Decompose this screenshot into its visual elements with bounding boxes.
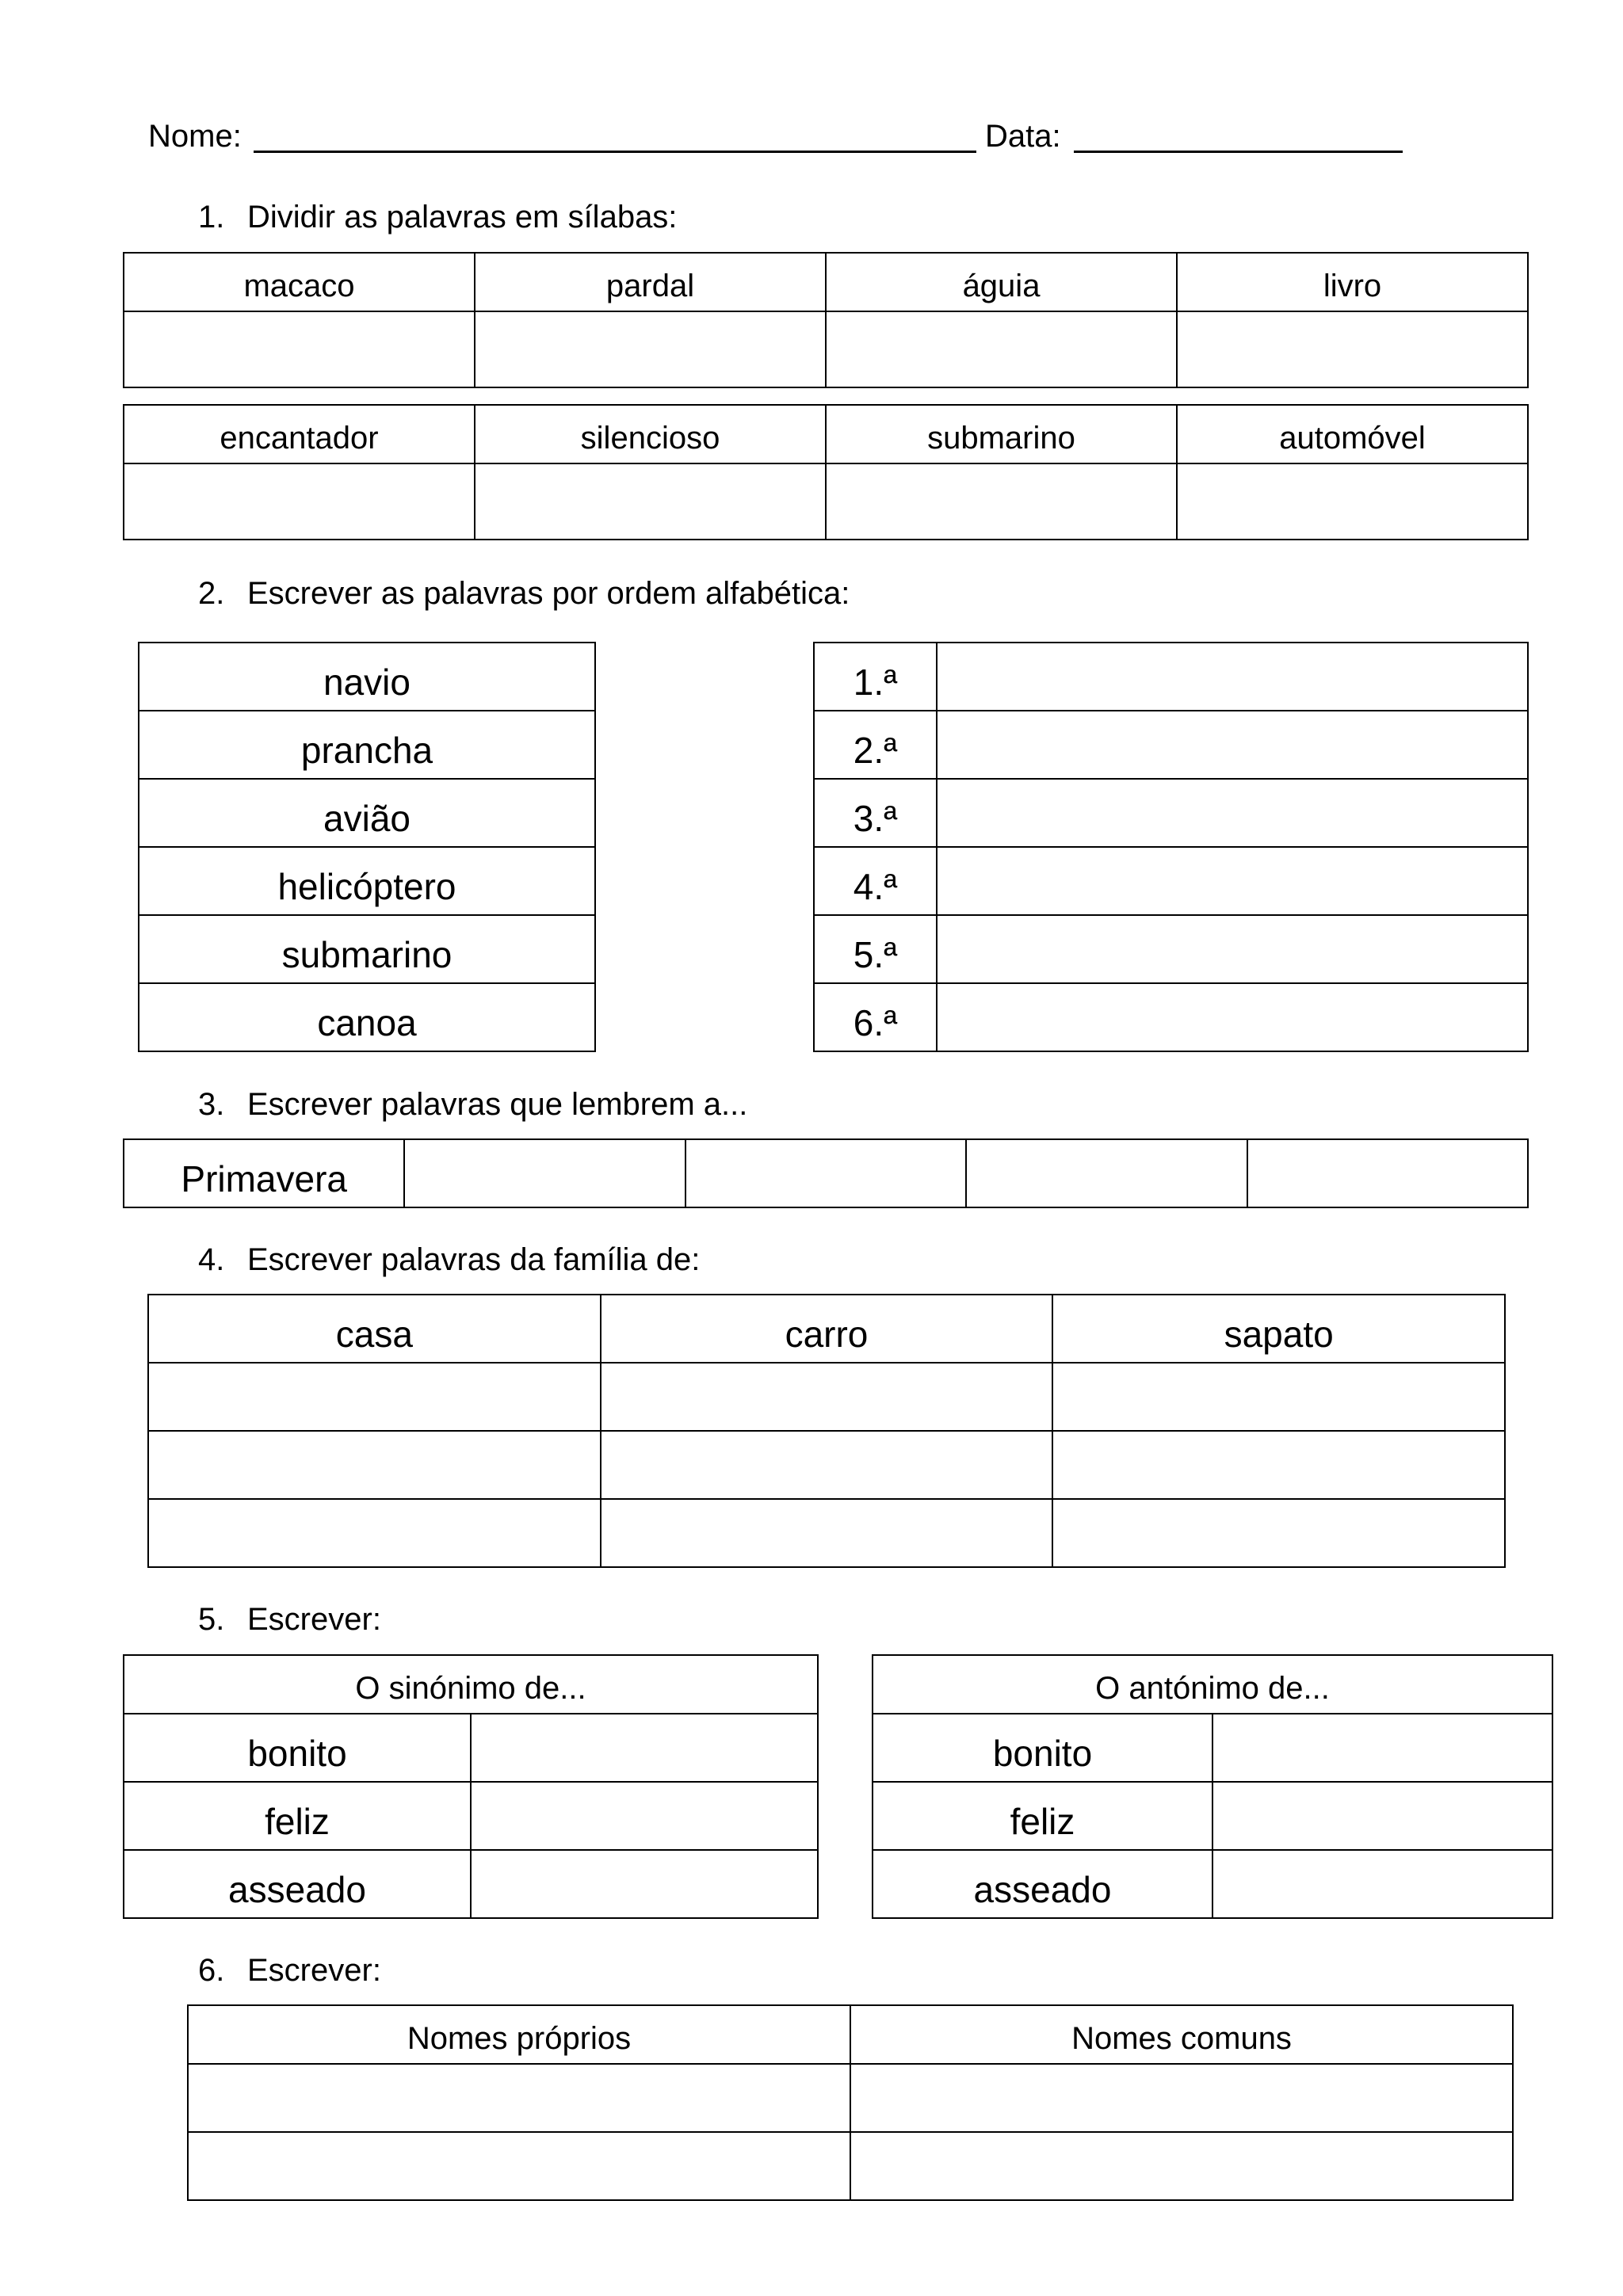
ex6-answer-cell[interactable] <box>850 2132 1513 2200</box>
ex5-answer-cell[interactable] <box>1212 1714 1552 1782</box>
ex4-answer-cell[interactable] <box>148 1363 601 1431</box>
ex2-answer-cell[interactable] <box>937 983 1528 1051</box>
ex5-answer-cell[interactable] <box>1212 1782 1552 1850</box>
ex6-answer-cell[interactable] <box>188 2132 850 2200</box>
ex2-number: 2. <box>198 576 225 611</box>
ex4-answer-cell[interactable] <box>601 1431 1053 1499</box>
date-label: Data: <box>985 119 1061 154</box>
ex2-ordinal-cell: 5.ª <box>814 915 937 983</box>
ex1-answer-cell[interactable] <box>826 463 1177 540</box>
ex4-instruction: Escrever palavras da família de: <box>247 1242 701 1277</box>
ex5-word-cell: bonito <box>124 1714 471 1782</box>
ex3-table <box>123 1138 1529 1208</box>
ex5-word-cell: feliz <box>873 1782 1212 1850</box>
ex6-instruction: Escrever: <box>247 1953 381 1988</box>
name-line[interactable] <box>254 151 976 153</box>
ex1-answer-cell[interactable] <box>124 311 475 387</box>
ex6-answer-cell[interactable] <box>188 2064 850 2132</box>
ex4-answer-cell[interactable] <box>601 1363 1053 1431</box>
ex2-ordinal-cell: 2.ª <box>814 711 937 779</box>
ex6-nouns-table <box>187 2004 1514 2201</box>
ex1-answer-cell[interactable] <box>1177 463 1528 540</box>
ex4-answer-cell[interactable] <box>1052 1499 1505 1567</box>
ex4-answer-cell[interactable] <box>1052 1431 1505 1499</box>
ex2-ordinal-cell: 4.ª <box>814 847 937 915</box>
ex6-number: 6. <box>198 1953 225 1988</box>
ex4-answer-cell[interactable] <box>148 1499 601 1567</box>
ex2-answer-cell[interactable] <box>937 711 1528 779</box>
ex4-header-cell: carro <box>601 1295 1053 1363</box>
ex5-answer-cell[interactable] <box>471 1782 818 1850</box>
ex1-word-cell: livro <box>1177 253 1528 311</box>
ex2-word-table <box>138 642 596 1052</box>
ex1-syllable-table-1 <box>123 252 1529 388</box>
ex5-word-cell: asseado <box>873 1850 1212 1918</box>
ex1-word-cell: encantador <box>124 405 475 463</box>
ex6-answer-cell[interactable] <box>850 2064 1513 2132</box>
ex2-word-cell: avião <box>139 779 595 847</box>
ex5-instruction: Escrever: <box>247 1602 381 1637</box>
date-line[interactable] <box>1074 151 1403 153</box>
ex5-antonym-table <box>872 1654 1553 1919</box>
ex5-synonym-title: O sinónimo de... <box>124 1655 818 1714</box>
ex1-instruction: Dividir as palavras em sílabas: <box>247 200 678 235</box>
ex6-header-cell: Nomes próprios <box>188 2005 850 2064</box>
ex2-word-cell: prancha <box>139 711 595 779</box>
ex4-answer-cell[interactable] <box>148 1431 601 1499</box>
ex6-header-cell: Nomes comuns <box>850 2005 1513 2064</box>
ex5-answer-cell[interactable] <box>1212 1850 1552 1918</box>
ex1-word-cell: pardal <box>475 253 826 311</box>
ex2-word-cell: navio <box>139 643 595 711</box>
ex2-order-table <box>813 642 1529 1052</box>
ex1-word-cell: macaco <box>124 253 475 311</box>
ex1-answer-cell[interactable] <box>826 311 1177 387</box>
ex5-answer-cell[interactable] <box>471 1850 818 1918</box>
ex4-header-cell: sapato <box>1052 1295 1505 1363</box>
ex4-number: 4. <box>198 1242 225 1277</box>
ex3-instruction: Escrever palavras que lembrem a... <box>247 1087 748 1122</box>
ex2-ordinal-cell: 3.ª <box>814 779 937 847</box>
ex2-ordinal-cell: 1.ª <box>814 643 937 711</box>
ex3-number: 3. <box>198 1087 225 1122</box>
ex2-answer-cell[interactable] <box>937 847 1528 915</box>
ex1-word-cell: automóvel <box>1177 405 1528 463</box>
ex3-answer-cell[interactable] <box>404 1139 685 1207</box>
ex5-answer-cell[interactable] <box>471 1714 818 1782</box>
ex5-number: 5. <box>198 1602 225 1637</box>
ex1-answer-cell[interactable] <box>1177 311 1528 387</box>
ex1-answer-cell[interactable] <box>475 311 826 387</box>
ex5-antonym-title: O antónimo de... <box>873 1655 1552 1714</box>
ex5-synonym-table <box>123 1654 819 1919</box>
ex4-answer-cell[interactable] <box>601 1499 1053 1567</box>
ex2-word-cell: helicóptero <box>139 847 595 915</box>
ex5-word-cell: bonito <box>873 1714 1212 1782</box>
name-label: Nome: <box>148 119 242 154</box>
ex2-word-cell: canoa <box>139 983 595 1051</box>
ex2-ordinal-cell: 6.ª <box>814 983 937 1051</box>
ex5-word-cell: asseado <box>124 1850 471 1918</box>
ex2-word-cell: submarino <box>139 915 595 983</box>
ex2-answer-cell[interactable] <box>937 643 1528 711</box>
ex1-word-cell: águia <box>826 253 1177 311</box>
ex3-label-cell: Primavera <box>124 1139 404 1207</box>
ex1-answer-cell[interactable] <box>475 463 826 540</box>
ex2-answer-cell[interactable] <box>937 915 1528 983</box>
ex1-number: 1. <box>198 200 225 235</box>
ex4-family-table <box>147 1294 1506 1568</box>
ex5-word-cell: feliz <box>124 1782 471 1850</box>
ex3-answer-cell[interactable] <box>1247 1139 1528 1207</box>
ex3-answer-cell[interactable] <box>685 1139 966 1207</box>
ex1-word-cell: silencioso <box>475 405 826 463</box>
ex1-syllable-table-2 <box>123 404 1529 540</box>
ex3-answer-cell[interactable] <box>966 1139 1247 1207</box>
ex4-answer-cell[interactable] <box>1052 1363 1505 1431</box>
ex4-header-cell: casa <box>148 1295 601 1363</box>
ex2-instruction: Escrever as palavras por ordem alfabética: <box>247 576 850 611</box>
ex2-answer-cell[interactable] <box>937 779 1528 847</box>
ex1-word-cell: submarino <box>826 405 1177 463</box>
ex1-answer-cell[interactable] <box>124 463 475 540</box>
